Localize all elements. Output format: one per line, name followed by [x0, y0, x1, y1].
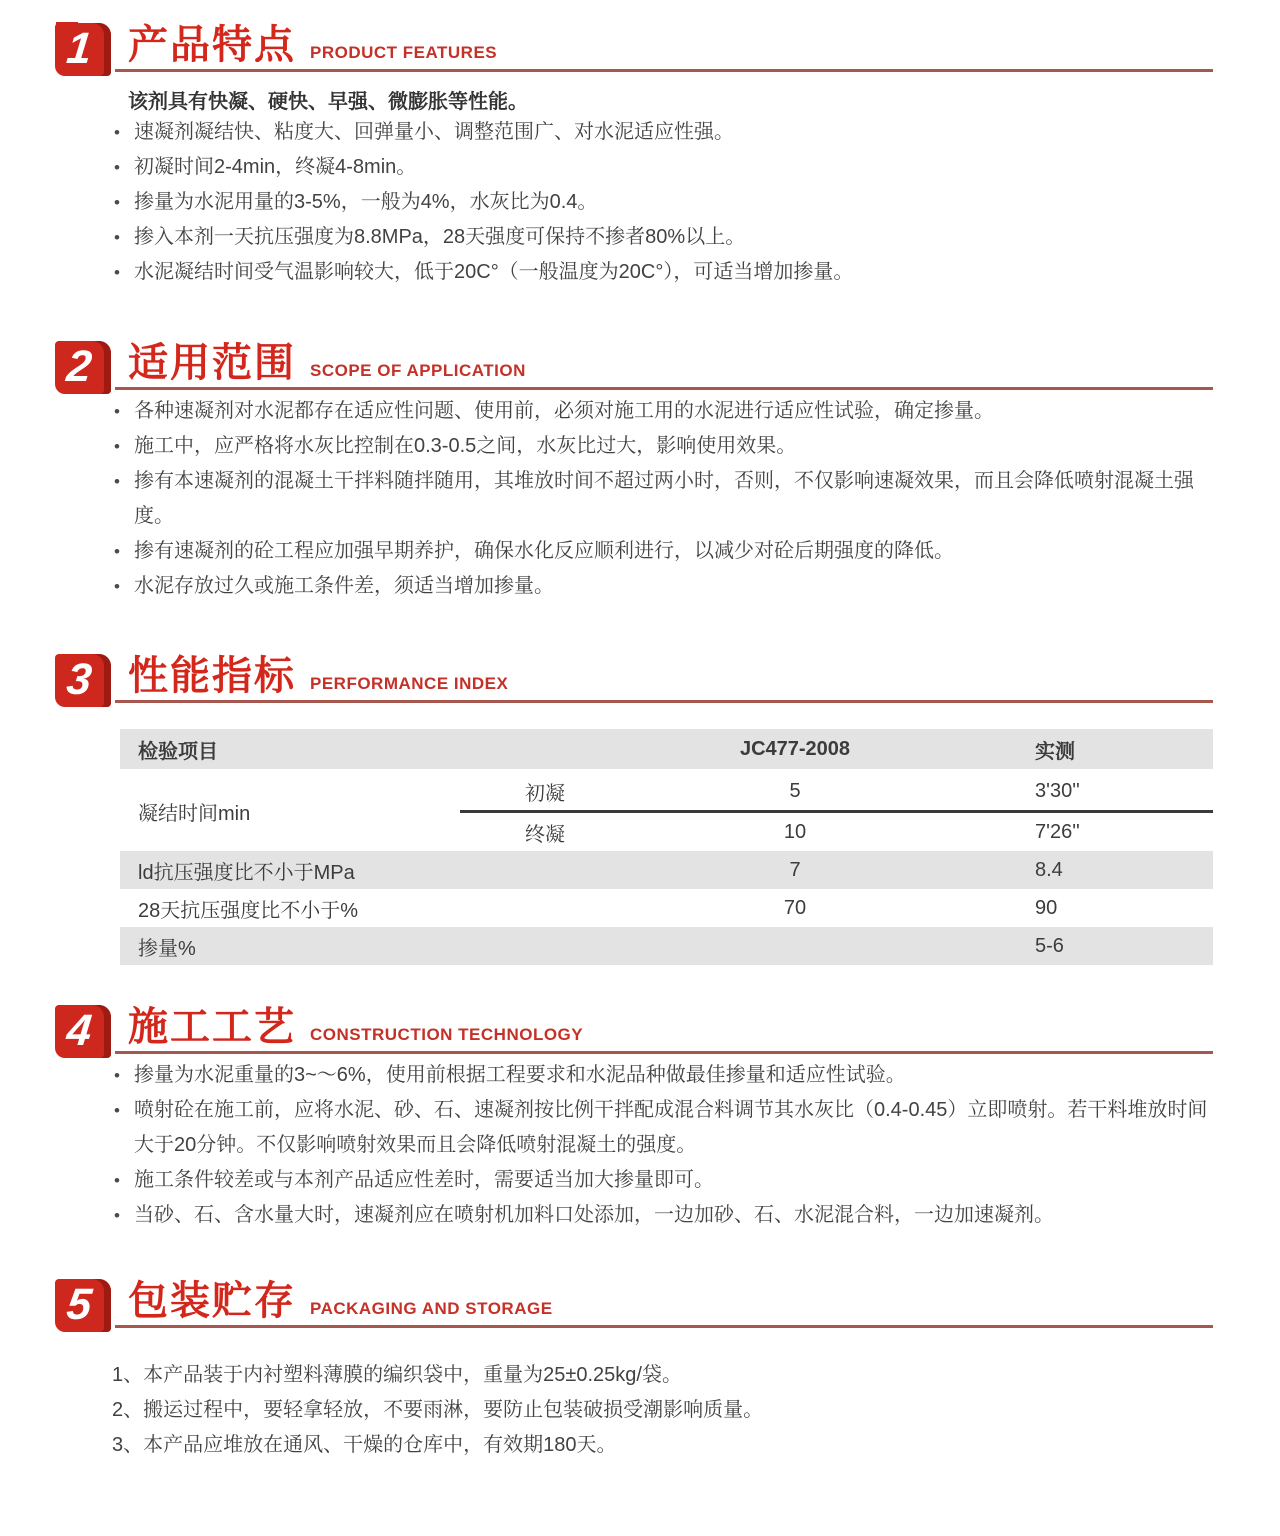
cell-item: ld抗压强度比不小于MPa [138, 861, 355, 884]
cell-standard: 70 [783, 896, 807, 919]
product-features-list [112, 115, 1212, 290]
list-item: • 喷射砼在施工前，应将水泥、砂、石、速凝剂按比例干拌配成混合料调节其水灰比（0.4-0.45）立即喷射。若干料堆放时间大于20分钟。不仅影响喷射效果而且会降低喷射混凝土的强度。 [112, 1093, 1212, 1163]
storage-list [112, 1358, 1210, 1463]
cell-item: 28天抗压强度比不小于% [138, 899, 359, 922]
section-subtitle: SCOPE OF APPLICATION [310, 360, 526, 380]
list-item: • 当砂、石、含水量大时，速凝剂应在喷射机加料口处添加，一边加砂、石、水泥混合料，一边加速凝剂。 [112, 1198, 1212, 1233]
list-item: • 掺入本剂一天抗压强度为8.8MPa，28天强度可保持不掺者80%以上。 [112, 220, 1212, 255]
section-number-badge [55, 1279, 111, 1332]
scope-list [112, 394, 1212, 604]
section-number: 4 [64, 1006, 94, 1055]
cell-measured: 5-6 [1035, 934, 1064, 957]
list-item: • 水泥存放过久或施工条件差，须适当增加掺量。 [112, 569, 1212, 604]
section-header-performance [55, 653, 1213, 707]
section-subtitle: PERFORMANCE INDEX [310, 673, 509, 693]
section-number-badge [55, 23, 111, 76]
cell-standard: 10 [783, 820, 807, 843]
section-header-scope [55, 340, 1213, 394]
cell-item: 掺量% [138, 937, 196, 960]
section-subtitle: PRODUCT FEATURES [310, 42, 498, 62]
section-number: 1 [64, 24, 94, 73]
sub-row-initial-set [460, 772, 1213, 810]
section-number: 2 [64, 342, 94, 391]
cell-measured: 3'30'' [1035, 779, 1080, 802]
section-title: 产品特点 [128, 22, 296, 67]
section-title: 性能指标 [128, 653, 296, 698]
list-item: • 速凝剂凝结快、粘度大、回弹量小、调整范围广、对水泥适应性强。 [112, 115, 1212, 150]
numbered-item: 1、本产品装于内衬塑料薄膜的编织袋中，重量为25±0.25kg/袋。 [112, 1364, 682, 1386]
section-number: 3 [64, 655, 94, 704]
cell-item: 凝结时间min [138, 803, 251, 825]
list-item: • 掺有速凝剂的砼工程应加强早期养护，确保水化反应顺利进行，以减少对砼后期强度的降低。 [112, 534, 1212, 569]
cell-measured: 7'26'' [1035, 820, 1080, 843]
list-item: • 掺量为水泥重量的3~～6%，使用前根据工程要求和水泥品种做最佳掺量和适应性试验。 [112, 1058, 1212, 1093]
cell-sub-name: 初凝 [525, 782, 565, 805]
list-item: • 掺有本速凝剂的混凝土干拌料随拌随用，其堆放时间不超过两小时，否则，不仅影响速凝效果，而且会降低喷射混凝土强度。 [112, 464, 1212, 534]
section-subtitle: CONSTRUCTION TECHNOLOGY [310, 1024, 584, 1044]
list-item: • 掺量为水泥用量的3-5%，一般为4%，水灰比为0.4。 [112, 185, 1212, 220]
table-row-setting-time [120, 772, 1213, 851]
section-header-product-features [55, 22, 1213, 76]
performance-table [120, 729, 1213, 965]
table-row-1d-strength [120, 851, 1213, 889]
section-subtitle: PACKAGING AND STORAGE [310, 1298, 553, 1318]
section-title: 包装贮存 [128, 1278, 296, 1323]
header-cell-standard: JC477-2008 [739, 737, 851, 760]
section-number: 5 [64, 1280, 94, 1329]
header-cell-item: 检验项目 [138, 740, 218, 763]
cell-measured: 90 [1035, 896, 1058, 919]
section-number-badge [55, 1005, 111, 1058]
table-header-row [120, 729, 1213, 769]
cell-standard: 5 [789, 779, 801, 802]
section-number-badge [55, 341, 111, 394]
section-header-packaging [55, 1278, 1213, 1332]
table-row-28d-strength [120, 889, 1213, 927]
section-title: 施工工艺 [128, 1004, 296, 1049]
header-cell-measured: 实测 [1035, 740, 1075, 763]
section-title: 适用范围 [128, 340, 296, 385]
cell-sub-name: 终凝 [525, 823, 565, 846]
numbered-item: 2、搬运过程中，要轻拿轻放，不要雨淋，要防止包装破损受潮影响质量。 [112, 1399, 764, 1421]
product-features-intro: 该剂具有快凝、硬快、早强、微膨胀等性能。 [128, 91, 528, 113]
construction-list [112, 1058, 1212, 1233]
section-header-construction [55, 1004, 1213, 1058]
list-item: • 初凝时间2-4min，终凝4-8min。 [112, 150, 1212, 185]
cell-standard: 7 [789, 858, 801, 881]
section-number-badge [55, 654, 111, 707]
list-item: • 施工中，应严格将水灰比控制在0.3-0.5之间，水灰比过大，影响使用效果。 [112, 429, 1212, 464]
cell-measured: 8.4 [1035, 858, 1063, 881]
list-item: • 施工条件较差或与本剂产品适应性差时，需要适当加大掺量即可。 [112, 1163, 1212, 1198]
sub-row-final-set [460, 813, 1213, 851]
table-row-dosage [120, 927, 1213, 965]
list-item: • 各种速凝剂对水泥都存在适应性问题、使用前，必须对施工用的水泥进行适应性试验，确定掺量。 [112, 394, 1212, 429]
numbered-item: 3、本产品应堆放在通风、干燥的仓库中，有效期180天。 [112, 1434, 617, 1456]
list-item: • 水泥凝结时间受气温影响较大，低于20C°（一般温度为20C°），可适当增加掺量。 [112, 255, 1212, 290]
